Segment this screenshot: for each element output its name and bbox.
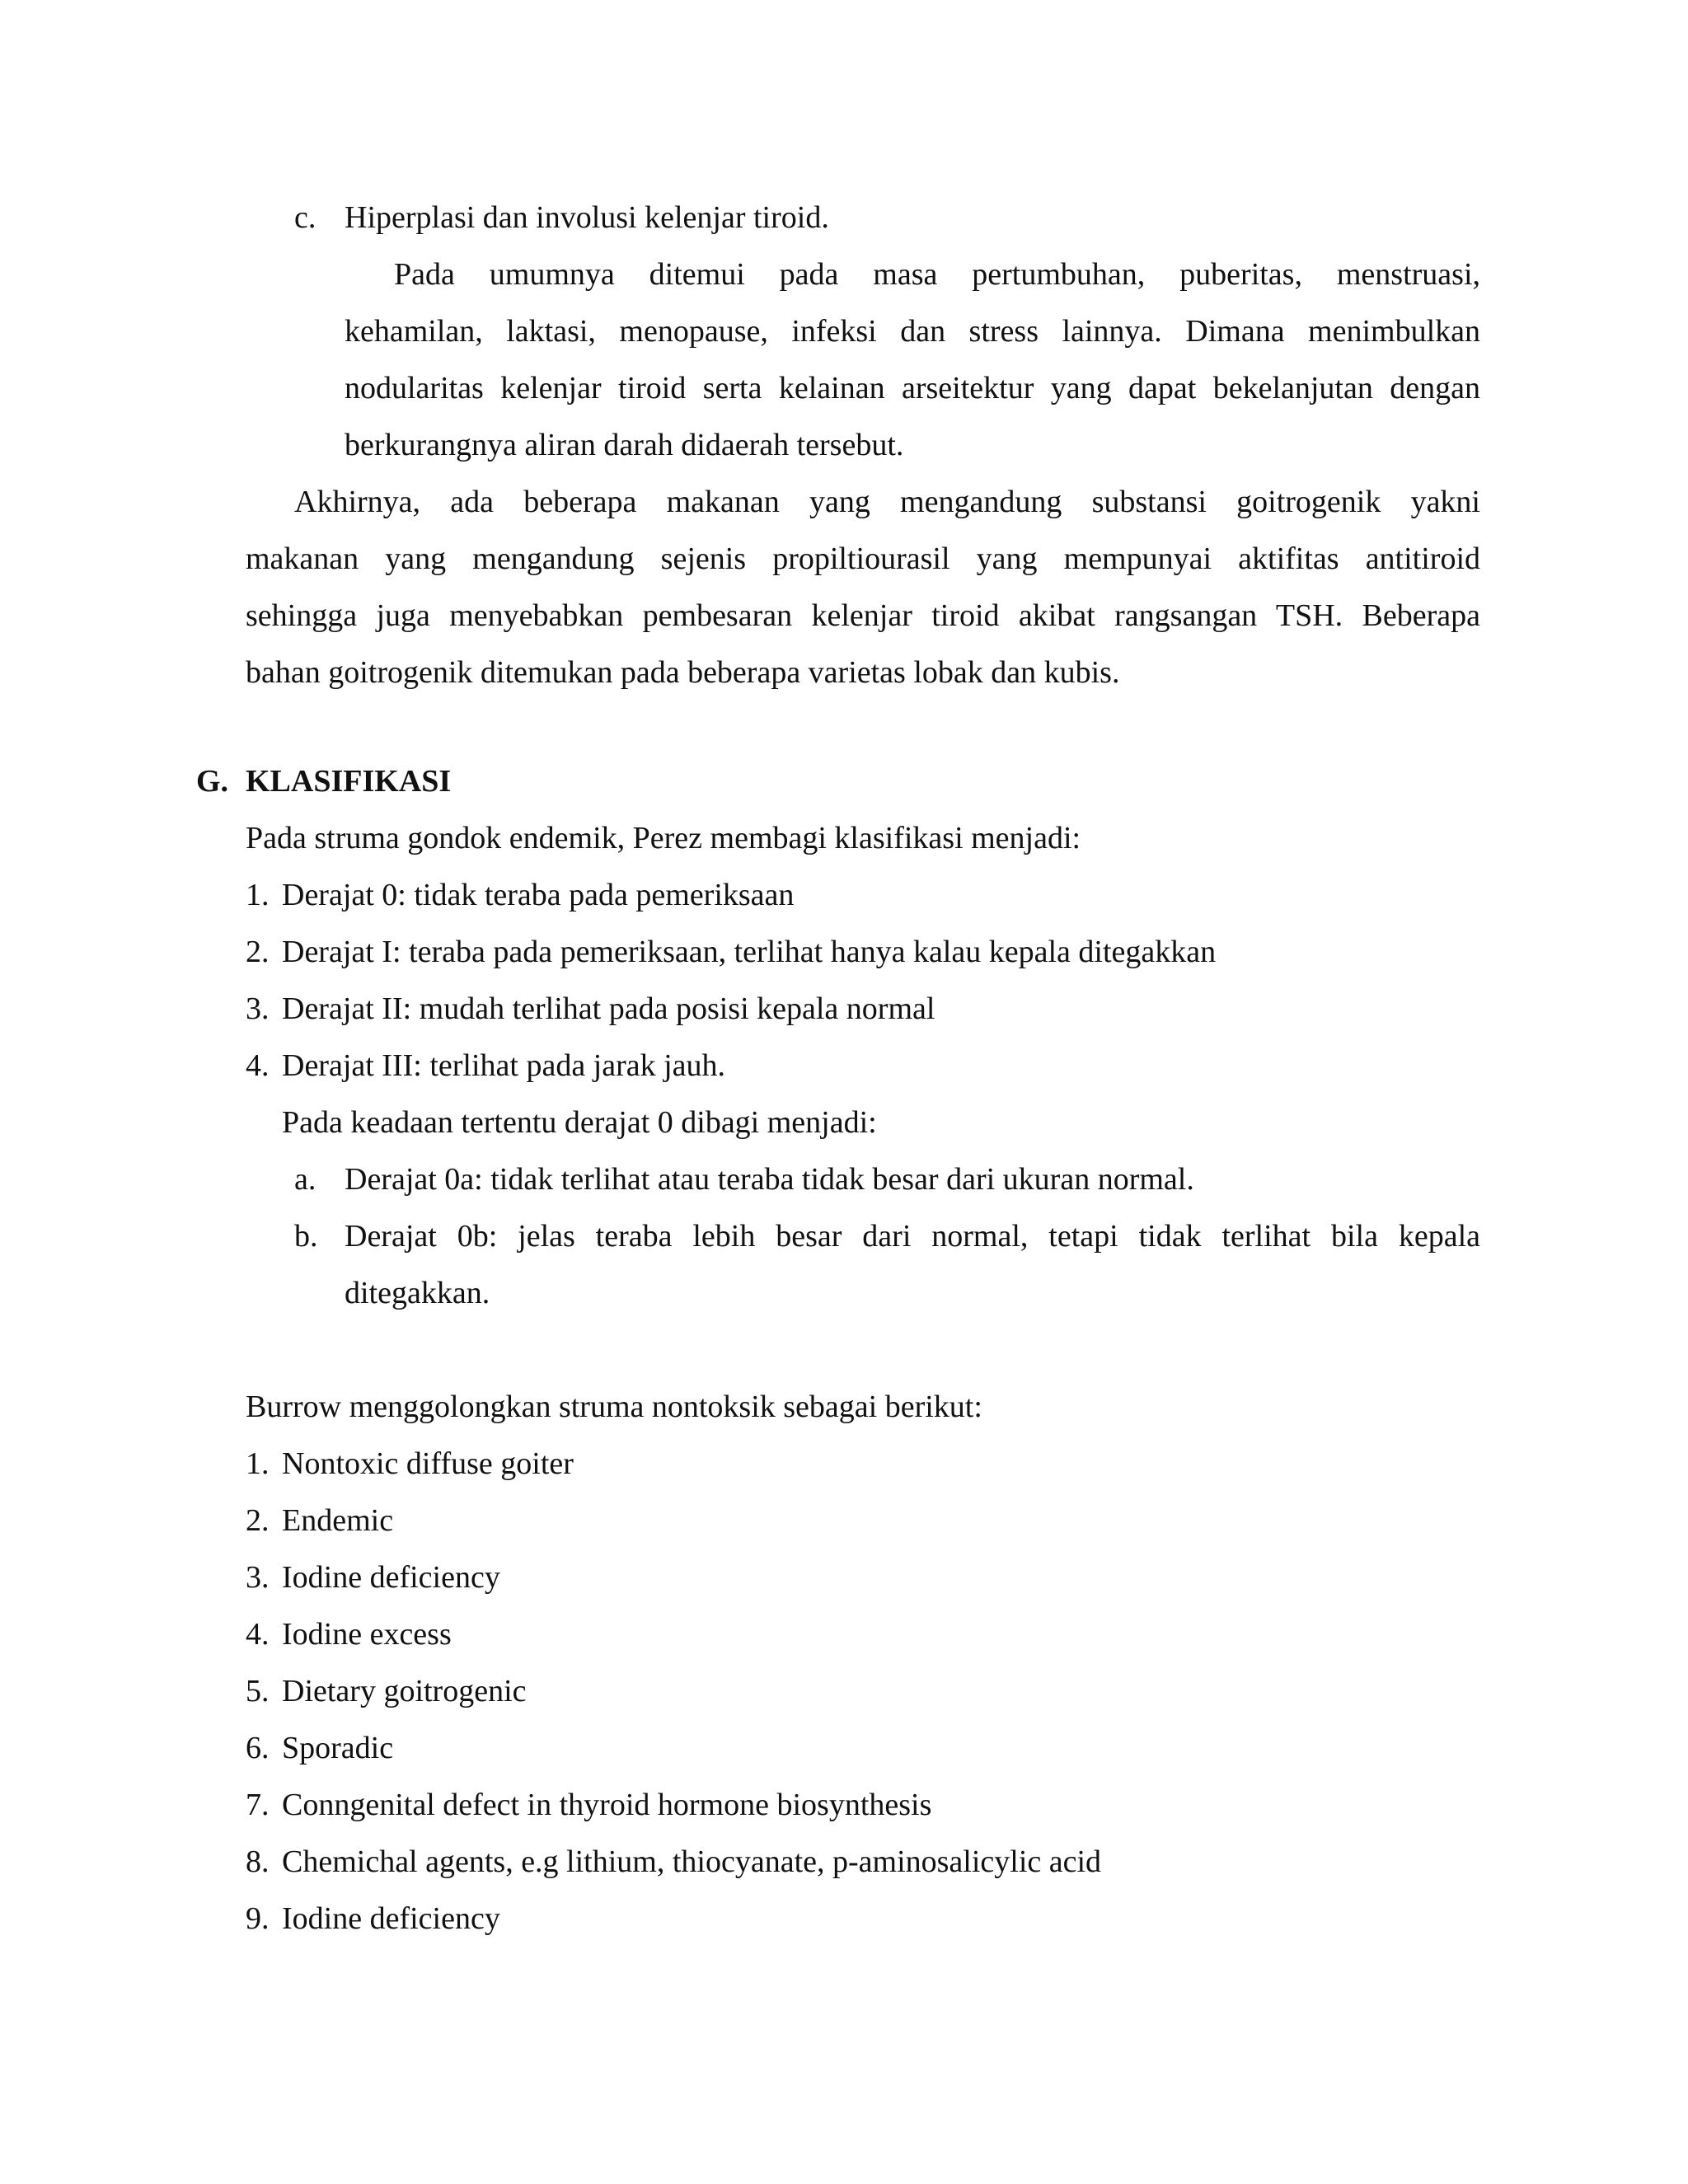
perez-list-number: 2. <box>246 935 270 969</box>
burrow-list-number: 1. <box>246 1446 270 1481</box>
closing-paragraph-line-2: makanan yang mengandung sejenis propiltiourasil yang mempunyai aktifitas antitiroid <box>246 541 1480 576</box>
burrow-list-number: 4. <box>246 1617 270 1652</box>
section-c-title: Hiperplasi dan involusi kelenjar tiroid. <box>345 200 829 235</box>
burrow-list-number: 9. <box>246 1901 270 1936</box>
sub-list-marker-a: a. <box>294 1162 316 1197</box>
sub-list-marker-b: b. <box>294 1219 318 1254</box>
closing-paragraph-line-3: sehingga juga menyebabkan pembesaran kelenjar tiroid akibat rangsangan TSH. Beberapa <box>246 598 1480 633</box>
section-c-paragraph-line-1: Pada umumnya ditemui pada masa pertumbuhan, puberitas, menstruasi, <box>394 257 1480 292</box>
burrow-list-item: Nontoxic diffuse goiter <box>282 1446 574 1481</box>
perez-list-number: 1. <box>246 878 270 912</box>
sub-list-item-b-line-1: Derajat 0b: jelas teraba lebih besar dari normal, tetapi tidak terlihat bila kepala <box>345 1219 1480 1254</box>
burrow-list-number: 2. <box>246 1503 270 1538</box>
closing-paragraph-line-4: bahan goitrogenik ditemukan pada beberapa varietas lobak dan kubis. <box>246 655 1120 690</box>
burrow-list-number: 7. <box>246 1788 270 1822</box>
closing-paragraph-line-1: Akhirnya, ada beberapa makanan yang mengandung substansi goitrogenik yakni <box>294 485 1480 519</box>
burrow-list-item: Dietary goitrogenic <box>282 1674 527 1708</box>
sub-intro: Pada keadaan tertentu derajat 0 dibagi menjadi: <box>282 1105 877 1140</box>
burrow-list-item: Iodine excess <box>282 1617 452 1652</box>
perez-list-item: Derajat I: teraba pada pemeriksaan, terlihat hanya kalau kepala ditegakkan <box>282 935 1217 969</box>
burrow-list-item: Conngenital defect in thyroid hormone biosynthesis <box>282 1788 932 1822</box>
burrow-list-number: 6. <box>246 1731 270 1765</box>
section-g-heading: KLASIFIKASI <box>246 764 452 799</box>
section-c-paragraph-line-2: kehamilan, laktasi, menopause, infeksi dan stress lainnya. Dimana menimbulkan <box>345 314 1480 349</box>
section-c-paragraph-line-4: berkurangnya aliran darah didaerah tersebut. <box>345 428 904 462</box>
perez-intro: Pada struma gondok endemik, Perez membagi klasifikasi menjadi: <box>246 821 1081 855</box>
burrow-list-item: Iodine deficiency <box>282 1901 500 1936</box>
section-c-paragraph-line-3: nodularitas kelenjar tiroid serta kelainan arseitektur yang dapat bekelanjutan dengan <box>345 371 1480 405</box>
burrow-list-item: Endemic <box>282 1503 394 1538</box>
burrow-list-item: Iodine deficiency <box>282 1560 500 1595</box>
perez-list-number: 4. <box>246 1048 270 1083</box>
burrow-list-number: 5. <box>246 1674 270 1708</box>
section-g-marker: G. <box>196 764 229 799</box>
burrow-list-item: Sporadic <box>282 1731 394 1765</box>
burrow-list-number: 3. <box>246 1560 270 1595</box>
list-marker-c: c. <box>294 200 316 235</box>
burrow-intro: Burrow menggolongkan struma nontoksik sebagai berikut: <box>246 1390 982 1424</box>
perez-list-item: Derajat II: mudah terlihat pada posisi kepala normal <box>282 991 935 1026</box>
burrow-list-number: 8. <box>246 1844 270 1879</box>
burrow-list-item: Chemichal agents, e.g lithium, thiocyanate, p-aminosalicylic acid <box>282 1844 1102 1879</box>
sub-list-item-b-line-2: ditegakkan. <box>345 1276 490 1310</box>
perez-list-item: Derajat 0: tidak teraba pada pemeriksaan <box>282 878 795 912</box>
perez-list-item: Derajat III: terlihat pada jarak jauh. <box>282 1048 726 1083</box>
perez-list-number: 3. <box>246 991 270 1026</box>
sub-list-item-a: Derajat 0a: tidak terlihat atau teraba tidak besar dari ukuran normal. <box>345 1162 1194 1197</box>
